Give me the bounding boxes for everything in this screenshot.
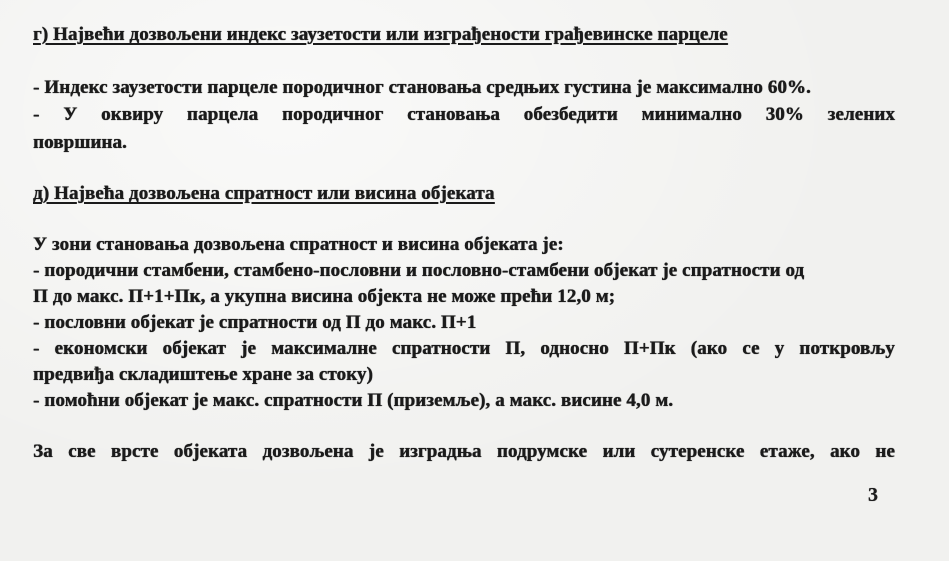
word: обезбедити <box>523 104 618 125</box>
word: објекат <box>162 338 226 359</box>
text-line-basement <box>33 441 895 463</box>
word: или <box>602 441 636 462</box>
word: економски <box>54 338 148 359</box>
word: П+Пк <box>623 338 676 359</box>
text-line-coverage-index: - Индекс заузетости парцеле породичног становања средњих густина је максимално 60%. <box>33 77 811 98</box>
text-line-family-height: П до макс. П+1+Пк, а укупна висина објекта не може прећи 12,0 м; <box>33 286 616 307</box>
word: (ако <box>690 338 728 359</box>
word: сутеренске <box>650 441 745 462</box>
text-line-business-building: - пословни објекат је спратности од П до макс. П+1 <box>33 312 477 333</box>
word: За <box>33 441 53 462</box>
word: је <box>241 338 256 359</box>
text-line-family-building: - породични стамбени, стамбено-пословни и пословно-стамбени објекат је спратности од <box>33 260 805 281</box>
word: минимално <box>641 104 742 125</box>
word: подрумске <box>496 441 588 462</box>
word: ако <box>829 441 860 462</box>
word: 30% <box>765 104 804 125</box>
word: изградња <box>399 441 482 462</box>
heading-storey-height: д) Највећа дозвољена спратност или висина објеката <box>33 183 495 204</box>
word: поткровљу <box>799 338 895 359</box>
word: етаже, <box>759 441 815 462</box>
word: не <box>875 441 895 462</box>
word: у <box>774 338 785 359</box>
word: дозвољена <box>262 441 354 462</box>
word: врсте <box>110 441 159 462</box>
text-line-surfaces: површина. <box>33 132 127 153</box>
word: П, <box>505 338 526 359</box>
word: максималне <box>271 338 377 359</box>
text-line-green-area <box>33 104 895 126</box>
word: зелених <box>827 104 895 125</box>
word: парцела <box>186 104 259 125</box>
word: становања <box>407 104 500 125</box>
word: - <box>33 338 40 359</box>
word: је <box>368 441 384 462</box>
text-line-auxiliary-building: - помоћни објекат је макс. спратности П (приземље), а макс. висине 4,0 м. <box>33 390 674 411</box>
heading-building-coverage: г) Највећи дозвољени индекс заузетости или изграђености грађевинске парцеле <box>33 24 728 45</box>
word: оквиру <box>101 104 164 125</box>
word: све <box>68 441 96 462</box>
word: - <box>33 104 40 125</box>
word: У <box>63 104 78 125</box>
word: односно <box>540 338 609 359</box>
text-line-economic-building <box>33 338 895 360</box>
word: спратности <box>391 338 491 359</box>
text-line-fodder-storage: предвиђа складиштење хране за стоку) <box>33 364 373 385</box>
word: се <box>742 338 760 359</box>
text-line-zone-intro: У зони становања дозвољена спратност и висина објеката је: <box>33 234 564 255</box>
word: објеката <box>173 441 248 462</box>
word: породичног <box>281 104 384 125</box>
page-number: 3 <box>868 484 878 506</box>
